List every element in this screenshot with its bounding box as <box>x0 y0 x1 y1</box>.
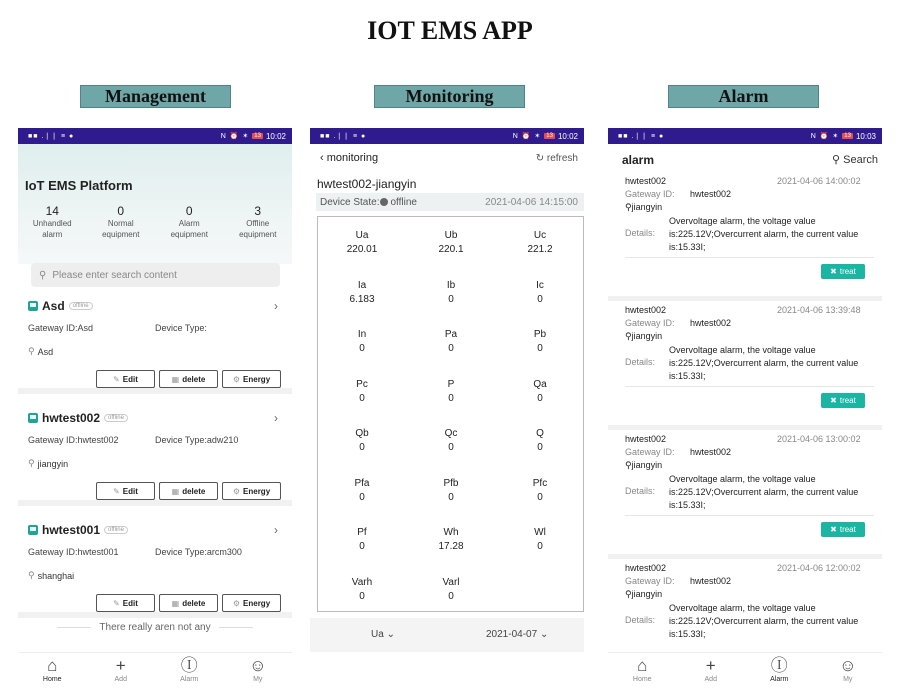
reading-cell <box>407 576 495 604</box>
stat-value: 0 <box>185 204 193 218</box>
gateway-id: Gateway ID:Asd <box>28 323 94 333</box>
alarm-time: 2021-04-06 14:00:02 <box>777 176 861 186</box>
reading-cell <box>318 526 406 554</box>
location-pin-icon: ⚲ <box>28 458 35 468</box>
reading-value: 0 <box>537 343 543 354</box>
stat-label: alarm <box>42 230 63 239</box>
gateway-id: Gateway ID:hwtest002 <box>28 435 119 445</box>
tab-alarm[interactable] <box>155 653 224 688</box>
gateway-label: Gateway ID: <box>625 576 675 586</box>
device-type: Device Type:adw210 <box>155 435 239 445</box>
reading-name: Q <box>536 428 544 439</box>
tab-bar <box>18 652 292 688</box>
treat-label: treat <box>839 267 856 276</box>
device-icon <box>28 413 38 423</box>
pencil-icon: ✎ <box>113 598 120 608</box>
reading-name: Qc <box>444 428 458 439</box>
reading-cell <box>318 378 406 406</box>
delete-button[interactable] <box>159 482 218 500</box>
device-name: hwtest001 <box>42 523 101 537</box>
tab-label: My <box>843 676 853 683</box>
reading-value: 0 <box>359 590 365 602</box>
device-state-bar <box>316 193 584 211</box>
delete-label: delete <box>182 598 206 608</box>
energy-label: Energy <box>243 598 271 608</box>
tab-bar <box>608 652 882 688</box>
reading-name: Ib <box>446 279 456 291</box>
reading-name: Ub <box>444 230 458 241</box>
reading-cell <box>318 229 406 257</box>
reading-cell <box>318 427 406 455</box>
status-icons: ■■ .❘❘ ≡ ● <box>28 133 75 140</box>
tab-home[interactable] <box>608 653 677 688</box>
reading-value: 0 <box>359 491 365 503</box>
gateway-label: Gateway ID: <box>625 318 675 328</box>
reading-name: In <box>357 329 367 340</box>
alarm-time: 2021-04-06 13:39:48 <box>777 305 861 315</box>
energy-button[interactable] <box>222 482 281 500</box>
status-right-icons: N ⏰ ✶ <box>512 133 542 140</box>
nav-bar <box>608 144 882 172</box>
refresh-button[interactable] <box>536 153 578 164</box>
stat-label: Unhandled <box>32 219 72 228</box>
energy-button[interactable] <box>222 370 281 388</box>
stat-unhandled-alarm[interactable] <box>18 204 87 240</box>
energy-icon: ⚙ <box>232 486 241 496</box>
reading-cell <box>496 427 584 455</box>
tab-label: Alarm <box>180 676 199 683</box>
status-dot-icon <box>380 198 388 206</box>
offline-badge: offline <box>69 302 93 310</box>
location-pin-icon: ⚲ <box>625 202 632 212</box>
device-type: Device Type:arcm300 <box>155 547 242 557</box>
stat-value: 14 <box>45 204 59 218</box>
plus-icon: + <box>115 656 126 675</box>
device-card[interactable] <box>18 514 292 618</box>
alarm-time: 2021-04-06 12:00:02 <box>777 563 861 573</box>
search-label: Search <box>843 154 878 166</box>
page-title: IOT EMS APP <box>367 16 533 45</box>
chevron-right-icon[interactable]: › <box>274 523 278 537</box>
state-time: 2021-04-06 14:15:00 <box>485 196 578 208</box>
alarm-item[interactable] <box>608 559 882 649</box>
location-pin-icon: ⚲ <box>625 331 632 341</box>
alarm-location: jiangyin <box>631 331 663 341</box>
reading-name: Pfb <box>443 477 459 489</box>
stat-label: equipment <box>239 230 277 239</box>
energy-label: Energy <box>243 486 271 496</box>
wrench-icon: ✖ <box>830 525 837 534</box>
reading-cell <box>407 427 495 455</box>
reading-cell <box>318 328 406 356</box>
wrench-icon: ✖ <box>830 267 837 276</box>
device-name: hwtest002 <box>42 411 101 425</box>
monitoring-screen <box>310 128 584 688</box>
home-icon: ⌂ <box>637 656 648 675</box>
tab-label: My <box>253 676 263 683</box>
delete-label: delete <box>182 374 206 384</box>
gateway-label: Gateway ID: <box>625 189 675 199</box>
edit-button[interactable] <box>96 594 155 612</box>
tab-label: Home <box>42 676 62 683</box>
alarm-item[interactable] <box>608 301 882 430</box>
edit-label: Edit <box>122 598 138 608</box>
reading-value: 0 <box>537 392 543 404</box>
no-more-text: There really aren not any <box>18 622 292 633</box>
alarm-item[interactable] <box>608 430 882 559</box>
home-icon: ⌂ <box>47 656 58 675</box>
edit-button[interactable] <box>96 370 155 388</box>
reading-name: Wh <box>443 527 459 538</box>
device-location: jiangyin <box>37 458 69 469</box>
reading-value: 0 <box>537 442 543 453</box>
reading-value: 0 <box>448 293 454 305</box>
stat-alarm-equipment[interactable] <box>155 204 224 240</box>
reading-cell <box>496 279 584 307</box>
gateway-value: hwtest002 <box>690 447 732 457</box>
reading-value: 0 <box>448 392 454 404</box>
device-type: Device Type: <box>155 323 207 333</box>
reading-name: Pfa <box>354 477 370 489</box>
status-time: 10:02 <box>557 131 578 141</box>
plus-icon: + <box>705 656 716 675</box>
status-time: 10:03 <box>855 131 876 141</box>
platform-title: IoT EMS Platform <box>25 178 133 193</box>
reading-cell <box>407 229 495 257</box>
management-screen <box>18 128 292 688</box>
details-label: Details: <box>625 228 656 238</box>
reading-name: Pc <box>356 378 368 390</box>
status-right-icons: N ⏰ ✶ <box>810 133 840 140</box>
stat-value: 3 <box>254 204 262 218</box>
reading-name: Ua <box>355 230 369 241</box>
alarm-location: jiangyin <box>631 460 663 470</box>
reading-name: Qb <box>355 428 369 439</box>
divider <box>625 515 874 516</box>
status-icons: ■■ .❘❘ ≡ ● <box>618 133 665 140</box>
section-label-management: Management <box>80 85 231 108</box>
energy-label: Energy <box>243 374 271 384</box>
reading-cell <box>318 279 406 307</box>
back-button[interactable] <box>320 152 378 164</box>
delete-button[interactable] <box>159 370 218 388</box>
device-icon <box>28 525 38 535</box>
refresh-label: refresh <box>546 153 578 164</box>
reading-cell <box>407 526 495 554</box>
tab-alarm[interactable] <box>745 653 814 688</box>
readings-grid <box>317 216 584 612</box>
reading-value: 0 <box>448 590 454 602</box>
tab-label: Alarm <box>770 676 789 683</box>
stat-offline-equipment[interactable] <box>224 204 293 240</box>
reading-name: Pa <box>444 329 458 340</box>
chevron-left-icon: ‹ <box>320 152 324 164</box>
search-placeholder: Please enter search content <box>52 269 177 281</box>
parameter-value: Ua <box>371 629 384 640</box>
chevron-down-icon: ⌄ <box>539 629 549 640</box>
status-right-icons: N ⏰ ✶ <box>220 133 250 140</box>
reading-value: 17.28 <box>438 541 464 552</box>
reading-cell <box>496 526 584 554</box>
reading-value: 221.2 <box>527 244 553 255</box>
reading-name: Pb <box>533 329 547 340</box>
energy-icon: ⚙ <box>232 598 241 608</box>
user-icon: ☺ <box>839 656 857 675</box>
treat-button[interactable] <box>821 522 865 537</box>
battery-icon: 13 <box>546 133 553 139</box>
device-card[interactable] <box>18 402 292 506</box>
reading-cell <box>407 477 495 505</box>
reading-value: 220.1 <box>438 244 464 255</box>
details-label: Details: <box>625 486 656 496</box>
reading-value: 0 <box>448 491 454 503</box>
alarm-time: 2021-04-06 13:00:02 <box>777 434 861 444</box>
alarm-device: hwtest002 <box>625 305 667 315</box>
reading-name: Wl <box>534 527 546 538</box>
search-button[interactable] <box>832 153 878 166</box>
location-pin-icon: ⚲ <box>28 570 35 580</box>
reading-cell <box>496 477 584 505</box>
location-pin-icon: ⚲ <box>625 589 632 599</box>
search-input[interactable] <box>31 263 280 287</box>
chevron-right-icon[interactable]: › <box>274 411 278 425</box>
chevron-right-icon[interactable]: › <box>274 299 278 313</box>
offline-badge: offline <box>104 526 128 534</box>
wrench-icon: ✖ <box>830 396 837 405</box>
alarm-device: hwtest002 <box>625 563 667 573</box>
delete-label: delete <box>182 486 206 496</box>
reading-value: 0 <box>359 392 365 404</box>
stat-label: equipment <box>170 230 208 239</box>
status-time: 10:02 <box>265 131 286 141</box>
alarm-location: jiangyin <box>631 202 663 212</box>
tab-my[interactable] <box>814 653 883 688</box>
reading-value: 0 <box>448 442 454 453</box>
treat-button[interactable] <box>821 264 865 279</box>
device-location: Asd <box>37 346 54 357</box>
alarm-details: Overvoltage alarm, the voltage value is:225.12V;Overcurrent alarm, the current value is:15.33I; <box>669 474 859 510</box>
back-label: monitoring <box>326 152 379 164</box>
trash-icon: ▦ <box>171 374 180 384</box>
reading-name: Qa <box>533 378 547 390</box>
reading-value: 0 <box>359 442 365 453</box>
status-icons: ■■ .❘❘ ≡ ● <box>320 133 367 140</box>
edit-label: Edit <box>122 374 138 384</box>
reading-value: 6.183 <box>349 293 375 305</box>
gateway-value: hwtest002 <box>690 318 732 328</box>
reading-name: Pf <box>357 527 367 538</box>
refresh-icon: ↻ <box>535 153 545 164</box>
stat-value: 0 <box>117 204 125 218</box>
device-icon <box>28 301 38 311</box>
gateway-value: hwtest002 <box>690 576 732 586</box>
alarm-icon: Ⓘ <box>770 656 788 675</box>
platform-header <box>18 144 292 264</box>
status-bar <box>310 128 584 144</box>
treat-label: treat <box>839 396 856 405</box>
edit-button[interactable] <box>96 482 155 500</box>
reading-name: Pfc <box>532 477 548 489</box>
reading-value: 0 <box>537 491 543 503</box>
date-value: 2021-04-07 <box>486 629 538 640</box>
alarm-device: hwtest002 <box>625 434 667 444</box>
battery-icon: 13 <box>844 133 851 139</box>
stat-label: Offline <box>246 219 270 228</box>
reading-value: 0 <box>537 293 543 305</box>
reading-name: Ia <box>357 279 367 291</box>
divider <box>625 257 874 258</box>
search-icon: ⚲ <box>832 154 841 166</box>
date-picker[interactable] <box>486 629 548 640</box>
state-value: offline <box>390 196 417 208</box>
reading-name: Varl <box>442 576 460 588</box>
reading-cell <box>318 477 406 505</box>
offline-badge: offline <box>104 414 128 422</box>
alarm-screen <box>608 128 882 688</box>
stat-label: Alarm <box>178 219 200 228</box>
location-pin-icon: ⚲ <box>28 346 35 356</box>
reading-name: Ic <box>536 279 544 291</box>
reading-cell <box>496 378 584 406</box>
tab-add[interactable] <box>87 653 156 688</box>
alarm-details: Overvoltage alarm, the voltage value is:225.12V;Overcurrent alarm, the current value is:15.33I; <box>669 345 859 381</box>
pencil-icon: ✎ <box>113 374 120 384</box>
alarm-device: hwtest002 <box>625 176 667 186</box>
trash-icon: ▦ <box>171 486 180 496</box>
reading-cell <box>407 378 495 406</box>
section-label-alarm: Alarm <box>668 85 819 108</box>
reading-name: Uc <box>533 230 547 241</box>
reading-value: 220.01 <box>346 244 378 255</box>
stats-row <box>18 204 292 240</box>
divider <box>625 386 874 387</box>
device-title: hwtest002-jiangyin <box>317 177 417 191</box>
device-name: Asd <box>42 299 65 313</box>
tab-home[interactable] <box>18 653 87 688</box>
energy-button[interactable] <box>222 594 281 612</box>
energy-icon: ⚙ <box>232 374 241 384</box>
treat-button[interactable] <box>821 393 865 408</box>
reading-cell <box>496 229 584 257</box>
reading-cell <box>496 328 584 356</box>
section-label-monitoring: Monitoring <box>374 85 525 108</box>
user-icon: ☺ <box>249 656 267 675</box>
pencil-icon: ✎ <box>113 486 120 496</box>
stat-label: equipment <box>102 230 140 239</box>
tab-add[interactable] <box>677 653 746 688</box>
gateway-value: hwtest002 <box>690 189 732 199</box>
battery-icon: 13 <box>254 133 261 139</box>
reading-value: 0 <box>359 541 365 552</box>
tab-my[interactable] <box>224 653 293 688</box>
tab-label: Add <box>114 676 127 683</box>
reading-value: 0 <box>448 343 454 354</box>
chart-controls <box>310 618 584 652</box>
details-label: Details: <box>625 615 656 625</box>
details-label: Details: <box>625 357 656 367</box>
device-location: shanghai <box>37 570 75 581</box>
gateway-id: Gateway ID:hwtest001 <box>28 547 119 557</box>
stat-label: Normal <box>107 219 134 228</box>
alarm-location: jiangyin <box>631 589 663 599</box>
device-card[interactable] <box>18 290 292 394</box>
alarm-details: Overvoltage alarm, the voltage value is:225.12V;Overcurrent alarm, the current value is:15.33I; <box>669 216 859 252</box>
reading-value: 0 <box>537 541 543 552</box>
reading-name: P <box>447 378 455 390</box>
reading-cell <box>407 328 495 356</box>
parameter-select[interactable] <box>371 629 395 640</box>
delete-button[interactable] <box>159 594 218 612</box>
location-pin-icon: ⚲ <box>625 460 632 470</box>
chevron-down-icon: ⌄ <box>386 629 395 640</box>
alarm-item[interactable] <box>608 172 882 301</box>
reading-name: Varh <box>351 576 373 588</box>
alarm-icon: Ⓘ <box>180 656 198 675</box>
tab-label: Add <box>704 676 717 683</box>
tab-label: Home <box>632 676 652 683</box>
state-label: Device State: <box>320 196 380 208</box>
reading-cell <box>407 279 495 307</box>
edit-label: Edit <box>122 486 138 496</box>
status-bar <box>608 128 882 144</box>
search-icon: ⚲ <box>39 269 47 281</box>
alarm-title: alarm <box>622 153 655 167</box>
treat-label: treat <box>839 525 856 534</box>
reading-cell <box>318 576 406 604</box>
nav-bar <box>310 144 584 172</box>
gateway-label: Gateway ID: <box>625 447 675 457</box>
alarm-details: Overvoltage alarm, the voltage value is:225.12V;Overcurrent alarm, the current value is:15.33I; <box>669 603 859 639</box>
stat-normal-equipment[interactable] <box>87 204 156 240</box>
reading-value: 0 <box>359 343 365 354</box>
trash-icon: ▦ <box>171 598 180 608</box>
status-bar <box>18 128 292 144</box>
